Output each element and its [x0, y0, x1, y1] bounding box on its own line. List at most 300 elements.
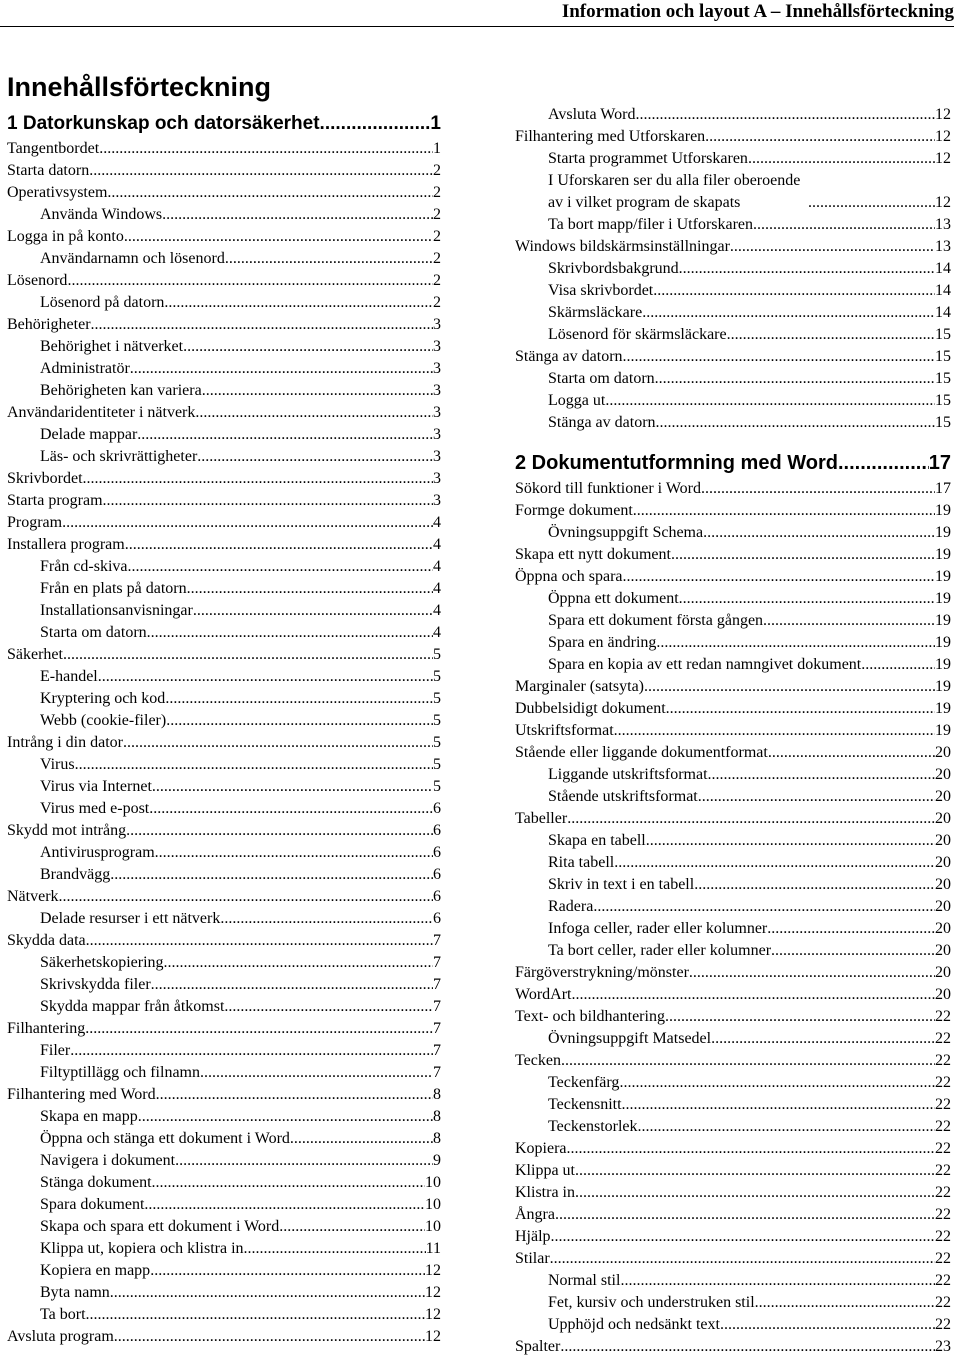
toc-entry-page: 13 [935, 216, 951, 233]
toc-dot-leader [89, 160, 433, 182]
toc-entry[interactable] [515, 1116, 951, 1138]
toc-dot-leader [665, 1006, 935, 1028]
toc-entry[interactable] [515, 896, 951, 918]
toc-dot-leader [85, 1018, 433, 1040]
toc-entry[interactable] [515, 588, 951, 610]
toc-entry[interactable] [7, 1238, 441, 1260]
toc-entry-title: Starta datorn [7, 162, 90, 179]
toc-entry-page: 12 [425, 1328, 441, 1345]
toc-entry[interactable] [7, 182, 441, 204]
toc-entry[interactable] [7, 490, 441, 512]
toc-dot-leader [110, 864, 433, 886]
toc-entry[interactable] [7, 952, 441, 974]
toc-entry[interactable] [7, 1172, 441, 1194]
toc-dot-leader [567, 1138, 935, 1160]
toc-entry[interactable] [515, 698, 951, 720]
toc-entry-page: 19 [935, 524, 951, 541]
toc-entry[interactable] [7, 864, 441, 886]
toc-dot-leader [656, 412, 935, 434]
toc-entry-page: 22 [935, 1206, 951, 1223]
toc-entry-page: 11 [425, 1240, 441, 1257]
toc-dot-leader [653, 280, 935, 302]
toc-entry-title: Klippa ut, kopiera och klistra in [40, 1240, 244, 1257]
toc-dot-leader [123, 732, 433, 754]
toc-entry[interactable] [7, 1282, 441, 1304]
toc-entry-page: 8 [433, 1086, 441, 1103]
toc-entry[interactable] [515, 522, 951, 544]
toc-entry-title: Visa skrivbordet [548, 282, 654, 299]
toc-entry-page: 22 [935, 1140, 951, 1157]
toc-entry[interactable] [515, 808, 951, 830]
toc-entry-page: 3 [433, 470, 441, 487]
toc-entry-title: Stänga av datorn [548, 414, 656, 431]
toc-entry[interactable] [515, 126, 951, 148]
toc-entry[interactable] [7, 1194, 441, 1216]
toc-entry-page: 22 [935, 1008, 951, 1025]
toc-entry-page: 12 [425, 1262, 441, 1279]
toc-entry-title: Logga in på konto [7, 228, 124, 245]
toc-entry-title: Skapa och spara ett dokument i Word [40, 1218, 280, 1235]
toc-entry[interactable] [7, 358, 441, 380]
toc-entry[interactable] [7, 512, 441, 534]
toc-dot-leader [575, 1160, 935, 1182]
toc-entry-title: Nätverk [7, 888, 59, 905]
toc-entry[interactable] [7, 1260, 441, 1282]
toc-entry[interactable] [7, 160, 441, 182]
toc-entry[interactable] [515, 1028, 951, 1050]
toc-entry[interactable] [7, 446, 441, 468]
toc-entry[interactable] [7, 424, 441, 446]
toc-entry-page: 2 [433, 228, 441, 245]
toc-dot-leader [83, 468, 433, 490]
toc-entry-page: 3 [433, 448, 441, 465]
toc-entry[interactable] [7, 468, 441, 490]
toc-dot-leader [655, 368, 935, 390]
toc-entry[interactable] [515, 1270, 951, 1292]
toc-chapter-entry[interactable] [7, 110, 441, 138]
toc-dot-leader [711, 1028, 935, 1050]
toc-entry[interactable] [515, 940, 951, 962]
toc-dot-leader [638, 1116, 935, 1138]
toc-entry[interactable] [7, 1062, 441, 1084]
toc-entry[interactable] [7, 1326, 441, 1348]
toc-dot-leader [698, 786, 935, 808]
toc-entry-page: 17 [935, 480, 951, 497]
toc-entry-page: 3 [433, 492, 441, 509]
toc-entry[interactable] [515, 1204, 951, 1226]
toc-entry-title: Dubbelsidigt dokument [515, 700, 666, 717]
toc-entry[interactable] [7, 776, 441, 798]
toc-dot-leader [244, 1238, 426, 1260]
toc-entry-title: Säkerhet [7, 646, 63, 663]
toc-entry[interactable] [7, 930, 441, 952]
toc-entry-title: WordArt [515, 986, 572, 1003]
toc-entry-title: Användaridentiteter i nätverk [7, 404, 196, 421]
toc-entry[interactable] [7, 402, 441, 424]
toc-entry-title: Filtyptillägg och filnamn [40, 1064, 200, 1081]
toc-entry-page: 8 [433, 1108, 441, 1125]
toc-entry[interactable] [7, 314, 441, 336]
toc-entry[interactable] [515, 918, 951, 940]
toc-entry-page: 15 [935, 348, 951, 365]
toc-entry-page: 3 [433, 404, 441, 421]
toc-entry-title: Tangentbordet [7, 140, 100, 157]
toc-entry-page: 2 [433, 206, 441, 223]
toc-entry-title: Virus med e-post [40, 800, 150, 817]
toc-entry[interactable] [515, 148, 951, 170]
toc-dot-leader [62, 512, 433, 534]
toc-entry-page: 7 [433, 1064, 441, 1081]
toc-entry[interactable] [515, 1292, 951, 1314]
toc-entry-title: Teckenfärg [548, 1074, 620, 1091]
toc-dot-leader [138, 1106, 433, 1128]
toc-entry-page: 5 [433, 712, 441, 729]
toc-entry[interactable] [515, 104, 951, 126]
toc-entry-title: Behörigheten kan variera [40, 382, 202, 399]
toc-entry[interactable] [515, 1050, 951, 1072]
toc-dot-leader [86, 1304, 425, 1326]
toc-entry-page: 7 [433, 954, 441, 971]
toc-entry[interactable] [7, 204, 441, 226]
toc-dot-leader [861, 654, 935, 676]
toc-entry[interactable] [515, 390, 951, 412]
toc-entry-title: 2 Dokumentutformning med Word [515, 452, 838, 474]
toc-entry-title: Tabeller [515, 810, 568, 827]
toc-dot-leader [125, 534, 433, 556]
toc-entry-page: 3 [433, 426, 441, 443]
toc-entry-title: Skärmsläckare [548, 304, 643, 321]
toc-entry-page: 12 [425, 1284, 441, 1301]
toc-entry[interactable] [515, 236, 951, 258]
toc-entry[interactable] [515, 566, 951, 588]
toc-entry-page: 14 [935, 282, 951, 299]
toc-dot-leader [555, 1204, 935, 1226]
toc-entry-title: Sökord till funktioner i Word [515, 480, 701, 497]
toc-dot-leader [720, 1314, 935, 1336]
toc-entry[interactable] [515, 1314, 951, 1336]
toc-entry-title: Teckensnitt [548, 1096, 622, 1113]
toc-entry-page: 19 [935, 678, 951, 695]
toc-entry-title: Spara en kopia av ett redan namngivet dokument [548, 656, 862, 673]
toc-entry-title: Från cd-skiva [40, 558, 128, 575]
toc-entry-page: 22 [935, 1316, 951, 1333]
toc-entry-title: Ta bort celler, rader eller kolumner [548, 942, 772, 959]
toc-entry-title: Övningsuppgift Schema [548, 524, 704, 541]
toc-dot-leader [202, 380, 433, 402]
toc-entry[interactable] [515, 500, 951, 522]
toc-entry-title: Starta om datorn [548, 370, 655, 387]
toc-entry[interactable] [515, 1094, 951, 1116]
toc-dot-leader [124, 226, 433, 248]
toc-dot-leader [703, 522, 935, 544]
toc-dot-leader [671, 544, 935, 566]
toc-entry[interactable] [7, 380, 441, 402]
toc-entry[interactable] [7, 666, 441, 688]
toc-entry-page: 12 [425, 1306, 441, 1323]
toc-entry-page: 22 [935, 1250, 951, 1267]
toc-dot-leader [67, 270, 433, 292]
toc-entry-title: Klippa ut [515, 1162, 575, 1179]
toc-entry[interactable] [7, 138, 441, 160]
toc-chapter-entry[interactable] [515, 448, 951, 478]
toc-entry[interactable] [515, 786, 951, 808]
toc-entry-page: 19 [935, 722, 951, 739]
toc-entry[interactable] [7, 226, 441, 248]
toc-entry-title: Ångra [515, 1206, 555, 1223]
toc-entry-page: 20 [935, 788, 951, 805]
toc-entry[interactable] [7, 1304, 441, 1326]
toc-entry[interactable] [7, 1018, 441, 1040]
toc-entry-page: 19 [935, 700, 951, 717]
toc-entry-title: Säkerhetskopiering [40, 954, 164, 971]
toc-entry[interactable] [515, 1248, 951, 1270]
toc-entry-title: Rita tabell [548, 854, 615, 871]
toc-entry-page: 19 [935, 612, 951, 629]
toc-entry[interactable] [7, 1084, 441, 1106]
toc-dot-leader [144, 1194, 425, 1216]
toc-entry[interactable] [515, 1336, 951, 1358]
toc-entry-page: 2 [433, 272, 441, 289]
toc-dot-leader [91, 314, 433, 336]
toc-entry[interactable] [7, 534, 441, 556]
toc-entry-title: Delade mappar [40, 426, 138, 443]
toc-dot-leader [98, 666, 433, 688]
toc-entry[interactable] [515, 368, 951, 390]
toc-dot-leader [130, 358, 433, 380]
toc-entry[interactable] [515, 830, 951, 852]
toc-entry-title: Kryptering och kod [40, 690, 166, 707]
toc-entry[interactable] [515, 962, 951, 984]
toc-entry-page: 7 [433, 976, 441, 993]
toc-entry-page: 5 [433, 646, 441, 663]
toc-entry-page: 4 [433, 558, 441, 575]
toc-entry[interactable] [515, 1182, 951, 1204]
toc-dot-leader [705, 126, 935, 148]
toc-entry-title: Skapa en mapp [40, 1108, 138, 1125]
toc-dot-leader [619, 1072, 935, 1094]
toc-entry-page: 5 [433, 734, 441, 751]
toc-entry[interactable] [7, 1128, 441, 1150]
toc-entry[interactable] [7, 842, 441, 864]
toc-entry-title: Navigera i dokument [40, 1152, 176, 1169]
toc-entry-page: 15 [935, 392, 951, 409]
toc-entry[interactable] [515, 1006, 951, 1028]
toc-entry-page: 1 [430, 113, 441, 134]
toc-entry[interactable] [515, 170, 951, 214]
toc-entry[interactable] [515, 214, 951, 236]
toc-entry[interactable] [7, 600, 441, 622]
toc-entry[interactable] [7, 886, 441, 908]
toc-entry[interactable] [7, 644, 441, 666]
toc-entry[interactable] [515, 676, 951, 698]
toc-entry-page: 22 [935, 1096, 951, 1113]
toc-entry-page: 9 [433, 1152, 441, 1169]
toc-dot-leader [320, 110, 431, 138]
toc-entry-page: 14 [935, 260, 951, 277]
toc-dot-leader [567, 808, 935, 830]
toc-entry-title: Antivirusprogram [40, 844, 155, 861]
toc-entry[interactable] [515, 1138, 951, 1160]
toc-dot-leader [164, 292, 433, 314]
toc-entry-page: 22 [935, 1052, 951, 1069]
toc-entry[interactable] [7, 688, 441, 710]
toc-entry[interactable] [7, 710, 441, 732]
toc-dot-leader [694, 874, 935, 896]
toc-entry[interactable] [515, 324, 951, 346]
toc-dot-leader [197, 446, 433, 468]
toc-entry[interactable] [7, 732, 441, 754]
toc-entry-page: 7 [433, 1020, 441, 1037]
toc-entry-page: 20 [935, 810, 951, 827]
toc-entry-title: Lösenord på datorn [40, 294, 165, 311]
toc-entry-title: Filer [40, 1042, 71, 1059]
toc-column-left [7, 110, 441, 1348]
toc-entry-title: Filhantering [7, 1020, 86, 1037]
toc-entry[interactable] [7, 336, 441, 358]
toc-entry-title: Stilar [515, 1250, 550, 1267]
toc-entry-page: 3 [433, 316, 441, 333]
toc-entry[interactable] [515, 610, 951, 632]
toc-entry-page: 6 [433, 910, 441, 927]
toc-dot-leader [110, 1282, 425, 1304]
toc-dot-leader [63, 644, 433, 666]
toc-entry-title: Infoga celler, rader eller kolumner [548, 920, 768, 937]
toc-entry[interactable] [515, 984, 951, 1006]
toc-entry-title: Spalter [515, 1338, 561, 1355]
toc-dot-leader [187, 578, 433, 600]
toc-entry-page: 7 [433, 998, 441, 1015]
toc-entry-title: Använda Windows [40, 206, 163, 223]
toc-entry[interactable] [7, 974, 441, 996]
toc-dot-leader [575, 1182, 935, 1204]
toc-entry[interactable] [7, 1216, 441, 1238]
toc-entry[interactable] [515, 412, 951, 434]
toc-entry-page: 15 [935, 414, 951, 431]
toc-dot-leader [149, 798, 433, 820]
toc-dot-leader [155, 842, 433, 864]
toc-entry-title: Ta bort [40, 1306, 86, 1323]
toc-entry-title: Kopiera [515, 1140, 567, 1157]
toc-dot-leader [99, 138, 433, 160]
toc-entry[interactable] [7, 1106, 441, 1128]
toc-dot-leader [561, 1050, 935, 1072]
toc-entry-page: 19 [935, 656, 951, 673]
toc-entry-title: Spara en ändring [548, 634, 657, 651]
toc-entry-title: Från en plats på datorn [40, 580, 187, 597]
toc-entry[interactable] [515, 1160, 951, 1182]
toc-entry-title: Administratör [40, 360, 130, 377]
toc-entry[interactable] [7, 622, 441, 644]
toc-entry[interactable] [515, 1072, 951, 1094]
toc-entry-title: Spara dokument [40, 1196, 145, 1213]
toc-entry[interactable] [515, 1226, 951, 1248]
toc-entry-title: Starta program [7, 492, 103, 509]
toc-entry-page: 17 [928, 452, 951, 474]
toc-dot-leader [152, 776, 433, 798]
toc-dot-leader [679, 258, 935, 280]
toc-entry-page: 20 [935, 832, 951, 849]
toc-dot-leader [200, 1062, 433, 1084]
page-title: Innehållsförteckning [7, 72, 272, 102]
toc-entry-page: 14 [935, 304, 951, 321]
toc-dot-leader [571, 984, 935, 1006]
toc-entry[interactable] [7, 292, 441, 314]
toc-entry-page: 6 [433, 888, 441, 905]
toc-dot-leader [808, 192, 935, 214]
toc-entry-title: Lösenord [7, 272, 68, 289]
page-header-text: Information och layout A – Innehållsförteckning [561, 1, 954, 22]
toc-entry-page: 20 [935, 920, 951, 937]
toc-entry[interactable] [515, 258, 951, 280]
toc-dot-leader [224, 996, 433, 1018]
toc-entry-title: Spara ett dokument första gången [548, 612, 764, 629]
toc-entry[interactable] [515, 852, 951, 874]
toc-entry-page: 22 [935, 1228, 951, 1245]
toc-entry-page: 20 [935, 854, 951, 871]
toc-entry-title: Virus [40, 756, 75, 773]
toc-entry-page: 2 [433, 162, 441, 179]
toc-dot-leader [114, 1326, 425, 1348]
toc-entry-page: 6 [433, 822, 441, 839]
toc-dot-leader [175, 1150, 433, 1172]
toc-entry[interactable] [7, 996, 441, 1018]
toc-dot-leader [220, 908, 433, 930]
toc-dot-leader [560, 1336, 935, 1358]
toc-entry-title: Skrivbordsbakgrund [548, 260, 679, 277]
toc-entry[interactable] [7, 248, 441, 270]
toc-entry[interactable] [515, 478, 951, 500]
toc-entry-title: Intrång i din dator [7, 734, 123, 751]
toc-entry[interactable] [515, 302, 951, 324]
toc-entry-page: 3 [433, 382, 441, 399]
toc-entry[interactable] [7, 820, 441, 842]
toc-entry[interactable] [515, 280, 951, 302]
toc-dot-leader [620, 1270, 935, 1292]
toc-entry[interactable] [7, 1040, 441, 1062]
toc-entry[interactable] [515, 742, 951, 764]
toc-entry[interactable] [515, 720, 951, 742]
toc-entry[interactable] [7, 270, 441, 292]
toc-entry[interactable] [7, 1150, 441, 1172]
toc-entry-title: Logga ut [548, 392, 606, 409]
toc-entry[interactable] [515, 544, 951, 566]
toc-entry-title: Öppna och stänga ett dokument i Word [40, 1130, 290, 1147]
toc-entry[interactable] [7, 754, 441, 776]
toc-entry[interactable] [7, 798, 441, 820]
toc-entry-title: Ta bort mapp/filer i Utforskaren [548, 216, 754, 233]
toc-entry[interactable] [7, 578, 441, 600]
toc-dot-leader [86, 930, 433, 952]
toc-entry-title: I Uforskaren ser du alla filer oberoende av i vilket program de skapats [548, 172, 801, 211]
toc-entry[interactable] [515, 654, 951, 676]
toc-entry-page: 22 [935, 1118, 951, 1135]
toc-entry-page: 3 [433, 360, 441, 377]
toc-entry[interactable] [515, 874, 951, 896]
toc-entry-page: 19 [935, 634, 951, 651]
toc-entry[interactable] [515, 764, 951, 786]
toc-entry-title: Färgöverstrykning/mönster [515, 964, 689, 981]
toc-entry-page: 4 [433, 602, 441, 619]
toc-entry[interactable] [7, 556, 441, 578]
toc-dot-leader [748, 148, 935, 170]
toc-dot-leader [166, 710, 433, 732]
toc-dot-leader [59, 886, 433, 908]
toc-entry-page: 22 [935, 1074, 951, 1091]
toc-entry[interactable] [515, 632, 951, 654]
toc-entry[interactable] [515, 346, 951, 368]
toc-dot-leader [753, 214, 935, 236]
toc-entry[interactable] [7, 908, 441, 930]
